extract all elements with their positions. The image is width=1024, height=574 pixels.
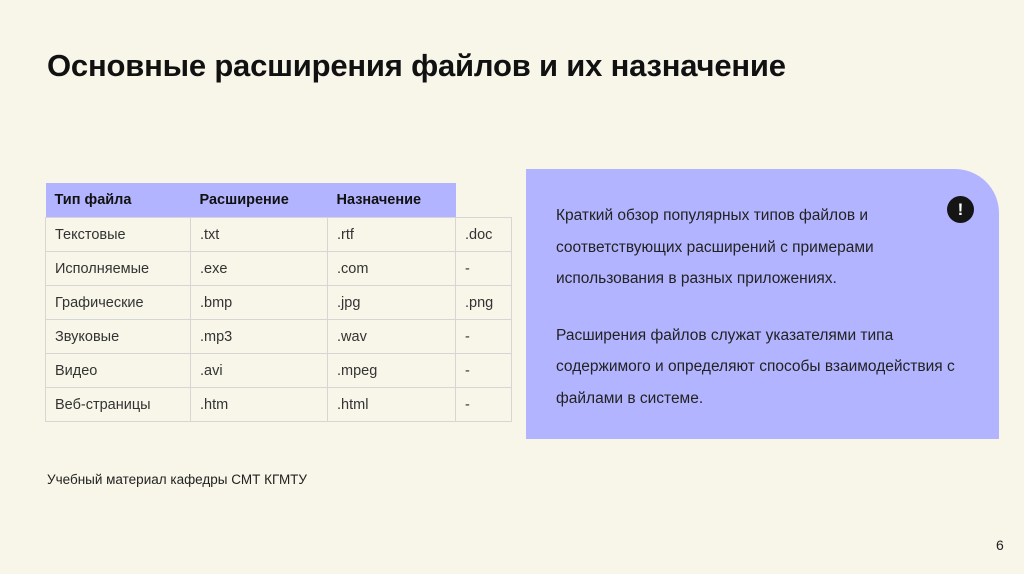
- page-number: 6: [996, 537, 1004, 553]
- slide-title: Основные расширения файлов и их назначение: [47, 48, 786, 83]
- table-cell: Текстовые: [46, 218, 191, 252]
- table-row: [46, 218, 512, 252]
- table-cell: .exe: [191, 252, 328, 286]
- table-row: [46, 286, 512, 320]
- header-purpose: Назначение: [328, 183, 456, 218]
- table-cell: .jpg: [328, 286, 456, 320]
- table-cell: Видео: [46, 354, 191, 388]
- file-extensions-table: [45, 183, 512, 422]
- table-cell: -: [456, 388, 512, 422]
- table-cell: -: [456, 320, 512, 354]
- table-row: [46, 388, 512, 422]
- table-cell: .mpeg: [328, 354, 456, 388]
- table-cell: Графические: [46, 286, 191, 320]
- table-cell: .com: [328, 252, 456, 286]
- header-extension: Расширение: [191, 183, 328, 218]
- footer-source: Учебный материал кафедры СМТ КГМТУ: [47, 472, 308, 487]
- exclamation-icon: !: [947, 196, 974, 223]
- table-cell: Звуковые: [46, 320, 191, 354]
- table-cell: .avi: [191, 354, 328, 388]
- table-cell: -: [456, 354, 512, 388]
- table-cell: .txt: [191, 218, 328, 252]
- table-cell: Веб-страницы: [46, 388, 191, 422]
- table-cell: .rtf: [328, 218, 456, 252]
- table-cell: .png: [456, 286, 512, 320]
- table-cell: .bmp: [191, 286, 328, 320]
- callout-paragraph: Расширения файлов служат указателями типа содержимого и определяют способы взаимодействия с файлами в системе.: [556, 326, 955, 407]
- table-cell: .wav: [328, 320, 456, 354]
- table-cell: .doc: [456, 218, 512, 252]
- table-row: [46, 354, 512, 388]
- table-row: [46, 252, 512, 286]
- table-cell: .html: [328, 388, 456, 422]
- table-row: [46, 320, 512, 354]
- table-cell: .mp3: [191, 320, 328, 354]
- header-empty: [456, 183, 512, 218]
- table-cell: .htm: [191, 388, 328, 422]
- callout-paragraph: Краткий обзор популярных типов файлов и соответствующих расширений с примерами использования в разных приложениях.: [556, 207, 874, 287]
- table-cell: -: [456, 252, 512, 286]
- header-file-type: Тип файла: [46, 183, 191, 218]
- table-cell: Исполняемые: [46, 252, 191, 286]
- info-callout: [526, 169, 999, 439]
- table-header-row: [46, 183, 512, 218]
